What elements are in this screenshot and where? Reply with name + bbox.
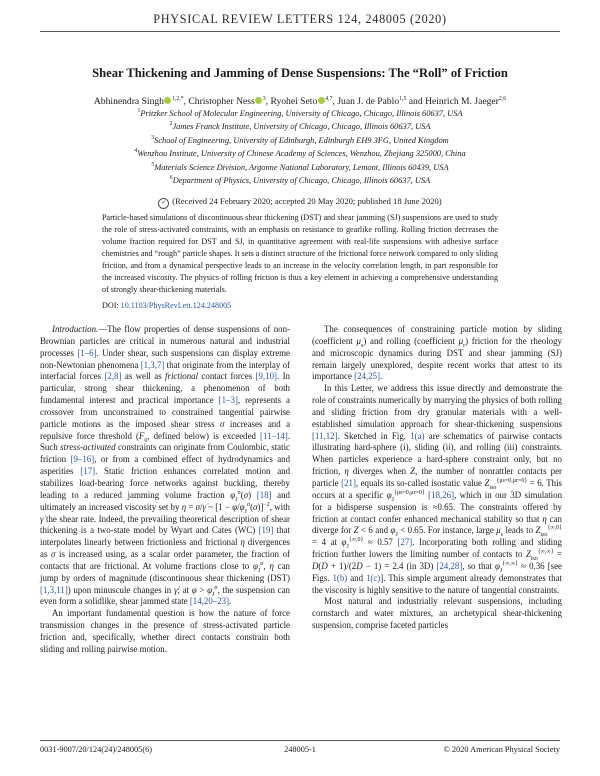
affiliation-list [40, 106, 560, 186]
received-text: (Received 24 February 2020; accepted 20 May 2020; published 18 June 2020) [172, 196, 442, 206]
author-affiliation-marker: 4,7 [325, 96, 333, 102]
body-column-right [312, 324, 562, 632]
affiliation [40, 160, 560, 173]
author-name: Ryohei Seto [270, 96, 318, 108]
orcid-icon[interactable] [255, 97, 262, 104]
affiliation [40, 133, 560, 146]
doi-label: DOI: [102, 301, 119, 310]
author-name: Juan J. de Pablo [337, 96, 400, 108]
author-separator: , [265, 96, 269, 108]
author-separator: and [406, 96, 423, 108]
received-dates [40, 196, 560, 209]
footer-page-number: 248005-1 [284, 745, 316, 754]
intro-paragraph: Introduction.—The flow properties of dense suspensions of non-Brownian particles are critical in numerous natural and industrial processes [1–6]. Under shear, such suspensions can display extreme non-Newtonian phenomena [1,3,7] that originate from the interplay of interfacial forces [2,8] as well as frictional contact forces [9,10]. In particular, strong shear thickening, a phenomenon of both fundamental interest and practical importance [1–3], represents a crossover from unconstrained to constrained tangential pairwise particle motions as the imposed shear stress σ increases and a repulsive force threshold ($F_0$, defined below) is exceeded [11–14]. Such stress-activated constraints can originate from Coulombic, static friction [9–16], or from a combined effect of hydrodynamics and asperities [17]. Static friction enhances correlated motion and stabilizes load-bearing force networks against buckling, thereby leading to a reduced jamming volume fraction $\varphi_J^\sigma(\sigma)$ [18] and ultimately an increased viscosity set by η = σ/γ̇ ~ $[1 - \varphi/\varphi_J^\sigma(\sigma)]^{-2}$, with γ̇ the shear rate. Indeed, the prevailing theoretical description of shear thickening is a two-state model by Wyart and Cates (WC) [19] that interpolates linearly between frictionless and frictional η divergences as σ is increased using, as a scalar order parameter, the fraction of contacts that are frictional. At volume fractions close to $\varphi_J^\sigma$, η can jump by orders of magnitude (discontinuous shear thickening (DST) [1,3,11]) upon minuscule changes in γ̇; at $\varphi > \varphi_J^\sigma$, the suspension can even form a solidlike, shear jammed state [14,20–23]. [40, 324, 291, 607]
author-separator: , [183, 96, 186, 108]
header-rule [40, 31, 560, 32]
affiliation-text: School of Engineering, University of Edinburgh, Edinburgh EH9 3FG, United Kingdom [154, 135, 449, 145]
affiliation [40, 106, 560, 119]
affiliation-text: Materials Science Division, Argonne National Laboratory, Lemont, Illinois 60439, USA [154, 162, 449, 172]
author-separator: , [332, 96, 335, 108]
orcid-icon[interactable] [164, 97, 171, 104]
footer-rule [40, 740, 560, 741]
author-affiliation-marker: 3 [262, 96, 266, 102]
affiliation-number: 2 [169, 121, 173, 128]
author-name: Christopher Ness [188, 96, 255, 108]
abstract [102, 212, 498, 296]
author-affiliation-marker: 1,2,* [171, 96, 184, 102]
doi-link[interactable]: 10.1103/PhysRevLett.124.248005 [120, 301, 232, 310]
body-column-left [40, 324, 290, 656]
affiliation [40, 119, 560, 132]
abstract-text: Particle-based simulations of discontinuous shear thickening (DST) and shear jamming (SJ) suspensions are used to study the role of stress-activated constraints, with an emphasis on resistance to gearlike rolling. Rolling friction decreases the volume fraction required for DST and SJ, in quantitative agreement with real-life suspensions with adhesive surface chemistries and “rough” particle shapes. It sets a distinct structure of the frictional force network compared to only sliding friction, and from a dynamical perspective leads to an increase in the velocity correlation length, in part responsible for the increased viscosity. The physics of rolling friction is thus a key element in achieving a comprehensive understanding of strongly shear-thickening materials. [102, 213, 498, 294]
affiliation-number: 4 [134, 148, 138, 155]
affiliation-number: 3 [151, 134, 155, 141]
author-affiliation-marker: 2,6 [498, 96, 507, 102]
letter-paragraph: In this Letter, we address this issue directly and demonstrate the role of constraints numerically by marrying the physics of both rolling and sliding friction from dry granular materials with a well-established simulation approach for shear-thickening suspensions [11,12]. Sketched in Fig. 1(a) are schematics of pairwise contacts illustrating hard-sphere (i), sliding (ii), and rolling (iii) constraints. When particles experience a hard-sphere constraint only, but no friction, η diverges when Z, the number of nonrattler contacts per particle [21], equals its so-called isostatic value $Z_{iso}^{\{\mu s=0,\mu r=0\}} = 6$. This occurs at a specific $\varphi_J^{\{\mu s=0,\mu r=0\}}$ [18,26], which in our 3D simulation for a bidisperse suspension is ≈0.65. The constraints offered by friction at contact confer enhanced mechanical stability so that η can diverge for Z < 6 and $\varphi_J < 0.65$. For instance, large $\mu_s$ leads to $Z_{iso}^{\{\infty,0\}} = 4$ at $\varphi_J^{\{\infty,0\}} \approx 0.57$ [27]. Incorporating both rolling and sliding friction further lowers the limiting number of contacts to $Z_{iso}^{\{\infty,\infty\}} = D(D + 1)/(2D - 1) = 2.4$ (in 3D) [24,28], so that $\varphi_J^{\{\infty,\infty\}} \approx 0.36$ [see Figs. 1(b) and 1(c)]. This simple argument already demonstrates that the viscosity is highly sensitive to the nature of tangential constraints. [312, 383, 563, 595]
affiliation-number: 5 [151, 161, 155, 168]
most-natural-paragraph: Most natural and industrially relevant suspensions, including cornstarch and water mixtures, an archetypical shear-thickening suspension, comprise faceted particles [312, 596, 562, 631]
check-for-updates-icon[interactable]: ✓ [158, 198, 169, 209]
author-name: Abhinendra Singh [93, 96, 164, 108]
affiliation-text: James Franck Institute, University of Chicago, Chicago, Illinois 60637, USA [172, 122, 431, 132]
consequences-paragraph: The consequences of constraining particle motion by sliding (coefficient $\mu_s$) and rolling (coefficient $\mu_r$) friction for the rheology and microscopic dynamics during DST and shear jamming (SJ) remain largely unexplored, despite recent works that attest to its importance [24,25]. [312, 324, 562, 382]
affiliation-text: Wenzhou Institute, University of Chinese Academy of Sciences, Wenzhou, Zhejiang 325000, China [137, 148, 466, 158]
orcid-icon[interactable] [318, 97, 325, 104]
journal-header: PHYSICAL REVIEW LETTERS 124, 248005 (2020) [153, 12, 447, 26]
footer-copyright: © 2020 American Physical Society [443, 745, 560, 754]
footer-issn: 0031-9007/20/124(24)/248005(6) [40, 745, 152, 754]
affiliation [40, 146, 560, 159]
affiliation-number: 1 [137, 108, 141, 114]
affiliation-text: Department of Physics, University of Chicago, Chicago, Illinois 60637, USA [172, 175, 431, 185]
affiliation-text: Pritzker School of Molecular Engineering, University of Chicago, Chicago, Illinois 60637, USA [140, 108, 463, 118]
affiliation-number: 6 [169, 174, 173, 181]
author-affiliation-marker: 1,5 [399, 96, 407, 102]
author-name: Heinrich M. Jaeger [425, 96, 499, 108]
affiliation [40, 173, 560, 186]
doi-line [102, 301, 231, 310]
question-paragraph: An important fundamental question is how the nature of force transmission changes in the presence of stress-activated particle friction and, specifically, whether direct contacts constrain both sliding and rolling pairwise motion. [40, 608, 290, 654]
paper-title: Shear Thickening and Jamming of Dense Suspensions: The “Roll” of Friction [92, 66, 508, 80]
